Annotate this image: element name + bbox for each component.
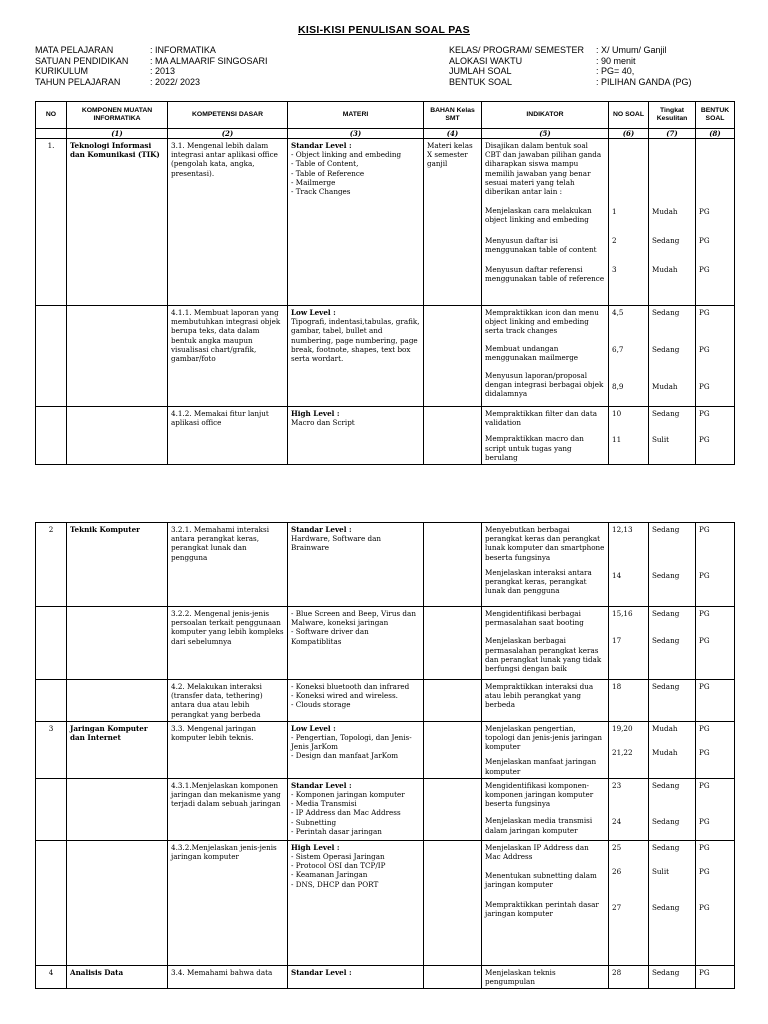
bentuk-value: PG [699,780,710,790]
cell-tingkat [649,523,696,607]
tingkat-value: Sedang [652,842,680,852]
cell-bahan [424,840,482,965]
no-soal-value: 15,16 [612,609,633,618]
cell-komponen: Analisis Data [67,965,168,988]
meta-row [35,45,268,56]
meta-value: : PILIHAN GANDA (PG) [596,76,692,87]
header-bahan: BAHAN Kelas SMT [424,102,482,129]
cell-no-soal [609,523,649,607]
meta-value: : PG= 40, [596,66,635,76]
bentuk-value: PG [699,867,710,877]
cell-indikator [482,607,609,680]
header-indikator: INDIKATOR [482,102,609,129]
meta-label: ALOKASI WAKTU [449,55,523,66]
materi-list [291,609,420,646]
bentuk-value: PG [699,308,710,317]
header-komponen: KOMPONEN MUATAN INFORMATIKA [67,102,168,129]
cell-materi [288,721,424,778]
materi-text: Tipografi, indentasi,tabulas, grafik, gambar, tabel, bullet and numbering, page numbering, page break, footnote, shapes, text box serta wordart. [291,317,420,364]
bentuk-value: PG [699,636,710,646]
no-soal-value: 4,5 [612,308,624,317]
table-row [36,139,735,306]
tingkat-value: Sedang [652,571,680,581]
meta-row [449,45,692,56]
materi-level: Standar Level : [291,525,352,534]
cell-kd: 3.1. Mengenal lebih dalam integrasi antar aplikasi office (pengolah kata, angka, presentasi). [168,139,288,306]
tingkat-value: Sedang [652,780,680,790]
cell-bahan [424,306,482,407]
index-cell: (8) [696,129,735,139]
header-no: NO [36,102,67,129]
tingkat-value: Sedang [652,308,680,317]
table-row [36,407,735,465]
materi-item: - Komponen jaringan komputer [291,790,420,799]
meta-row [35,66,268,77]
bentuk-value: PG [699,265,710,275]
meta-label: KURIKULUM [35,66,89,76]
tingkat-value: Mudah [652,207,678,216]
no-soal-value: 25 [612,842,622,852]
bentuk-value: PG [699,609,710,618]
cell-kd: 4.3.1.Menjelaskan komponen jaringan dan mekanisme yang terjadi dalam sebuah jaringan [168,778,288,840]
no-soal-value: 14 [612,571,622,581]
materi-item: - Object linking and embeding [301,150,420,159]
cell-materi [288,607,424,680]
bentuk-value: PG [699,382,710,392]
cell-bahan [424,407,482,465]
materi-item: - Keamanan Jaringan [301,870,420,879]
meta-value: : 2013 [150,66,176,76]
cell-komponen: Teknik Komputer [67,523,168,607]
cell-tingkat [649,840,696,965]
cell-kd: 3.3. Mengenal jaringan komputer lebih teknis. [168,721,288,778]
header-no-soal: NO SOAL [609,102,649,129]
materi-level: High Level : [291,842,340,852]
bentuk-value: PG [699,236,710,246]
cell-no-soal [609,607,649,680]
cell-indikator [482,840,609,965]
indikator-item: Menentukan subnetting dalam jaringan komputer [485,871,597,890]
materi-item: - Clouds storage [291,700,420,709]
index-cell: (6) [609,129,649,139]
cell-komponen [67,306,168,407]
meta-value: : INFORMATIKA [150,45,216,55]
bentuk-value: PG [699,207,710,216]
meta-label: SATUAN PENDIDIKAN [35,55,129,66]
cell-komponen: Teknologi Informasi dan Komunikasi (TIK) [67,139,168,306]
index-cell: (1) [67,129,168,139]
cell-komponen [67,407,168,465]
cell-no [36,778,67,840]
cell-kd: 3.2.1. Memahami interaksi antara perangkat keras, perangkat lunak dan pengguna [168,523,288,607]
indikator-item: Menjelaskan interaksi antara perangkat keras, perangkat lunak dan pengguna [485,567,592,596]
cell-no-soal [609,721,649,778]
indikator-item: Menjelaskan IP Address dan Mac Address [485,842,589,862]
cell-materi [288,523,424,607]
kisi-table-part-2 [35,522,735,989]
materi-item: - IP Address dan Mac Address [291,808,420,817]
cell-no [36,607,67,680]
cell-no [36,840,67,965]
cell-komponen: Jaringan Komputer dan Internet [67,721,168,778]
indikator-intro: Disajikan dalam bentuk soal CBT dan jawaban pilihan ganda diharapkan siswa mampu memilih jawaban yang benar sesuai materi yang telah diberikan antar lain : [485,141,602,197]
cell-indikator [482,778,609,840]
table-row [36,965,735,988]
meta-label: BENTUK SOAL [449,76,513,87]
tingkat-value: Sedang [652,903,680,913]
materi-item: - Media Transmisi [291,799,420,808]
cell-kd: 4.1.1. Membuat laporan yang membutuhkan integrasi objek berupa teks, data dalam bentuk angka maupun visualisasi chart/grafik, gambar/foto [168,306,288,407]
cell-bentuk [696,721,735,778]
cell-tingkat [649,778,696,840]
cell-indikator [482,306,609,407]
tingkat-value: Sedang [652,409,680,418]
materi-list [291,790,420,836]
indikator-item: Mempraktikkan macro dan script untuk tugas yang berulang [485,434,584,462]
cell-bahan [424,607,482,680]
no-soal-value: 26 [612,867,622,877]
index-cell: (7) [649,129,696,139]
cell-indikator [482,721,609,778]
meta-label: MATA PELAJARAN [35,45,114,55]
tingkat-value: Mudah [652,382,678,392]
cell-bahan [424,721,482,778]
table-row [36,721,735,778]
cell-no-soal [609,965,649,988]
cell-kd: 3.4. Memahami bahwa data [168,965,288,988]
cell-materi [288,306,424,407]
materi-item: - Table of Reference [301,169,420,178]
materi-level: Standar Level : [291,141,352,150]
materi-item: - Blue Screen and Beep, Virus dan Malware, koneksi jaringan [291,609,420,627]
tingkat-value: Sedang [652,345,680,355]
cell-materi [288,778,424,840]
bentuk-value: PG [699,723,710,733]
materi-list [291,150,420,196]
indikator-item: Mengidentifikasi komponen-komponen jaringan komputer beserta fungsinya [485,780,594,809]
table-row [36,778,735,840]
index-cell: (3) [288,129,424,139]
cell-no: 2 [36,523,67,607]
no-soal-value: 23 [612,780,622,790]
bentuk-value: PG [699,748,710,758]
materi-item: - Koneksi wired and wireless. [291,691,420,700]
bentuk-value: PG [699,842,710,852]
cell-bahan: Materi kelas X semester ganjil [424,139,482,306]
materi-level: High Level : [291,409,340,418]
materi-item: - Track Changes [301,187,420,196]
bentuk-value: PG [699,435,710,445]
cell-no: 4 [36,965,67,988]
indikator-item: Mempraktikkan filter dan data validation [485,409,598,428]
no-soal-value: 27 [612,903,622,913]
cell-bahan [424,965,482,988]
materi-item: - Software driver dan Kompatiblitas [291,627,420,645]
bentuk-value: PG [699,903,710,913]
cell-bahan [424,523,482,607]
cell-tingkat [649,306,696,407]
bentuk-value: PG [699,345,710,355]
bentuk-value: PG [699,525,710,534]
tingkat-value: Sulit [652,867,670,877]
meta-value: : MA ALMAARIF SINGOSARI [150,55,268,66]
cell-materi [288,840,424,965]
materi-text: Hardware, Software dan Brainware [291,534,382,553]
cell-no [36,306,67,407]
meta-value: : 90 menit [596,55,636,66]
tingkat-value: Sedang [652,817,680,827]
indikator-item: Menjelaskan teknis pengumpulan [485,967,556,987]
meta-row [35,77,268,88]
cell-no-soal [609,840,649,965]
cell-materi [288,407,424,465]
cell-tingkat [649,607,696,680]
materi-list [291,733,420,761]
materi-level: Low Level : [291,308,336,317]
cell-komponen [67,607,168,680]
meta-value: : X/ Umum/ Ganjil [596,45,667,55]
materi-list [291,682,420,710]
cell-no-soal [609,139,649,306]
no-soal-value: 2 [612,236,617,246]
cell-bentuk [696,607,735,680]
table-row [36,306,735,407]
cell-materi [288,139,424,306]
cell-tingkat [649,965,696,988]
tingkat-value: Mudah [652,265,678,275]
header-index-row [36,129,735,139]
cell-bentuk [696,965,735,988]
bentuk-value: PG [699,682,710,691]
no-soal-value: 1 [612,207,617,216]
indikator-item: Mempraktikkan perintah dasar jaringan komputer [485,899,599,918]
cell-indikator [482,680,609,722]
cell-komponen [67,778,168,840]
no-soal-value: 18 [612,682,622,691]
cell-kd: 4.3.2.Menjelaskan jenis-jenis jaringan komputer [168,840,288,965]
tingkat-value: Sedang [652,236,680,246]
tingkat-value: Sulit [652,435,670,445]
cell-bentuk [696,680,735,722]
cell-tingkat [649,139,696,306]
no-soal-value: 6,7 [612,345,624,355]
indikator-item: Menyusun daftar referensi menggunakan table of reference [485,265,605,284]
index-cell: (2) [168,129,288,139]
cell-no [36,680,67,722]
meta-row [449,66,692,77]
no-soal-value: 8,9 [612,382,624,392]
bentuk-value: PG [699,571,710,581]
meta-row [449,77,692,88]
no-soal-value: 3 [612,265,617,275]
cell-tingkat [649,680,696,722]
header-tingkat: Tingkat Kesulitan [649,102,696,129]
meta-label: KELAS/ PROGRAM/ SEMESTER [449,45,585,55]
cell-bentuk [696,139,735,306]
materi-item: - Koneksi bluetooth dan infrared [291,682,420,691]
cell-indikator [482,523,609,607]
meta-value: : 2022/ 2023 [150,76,201,87]
tingkat-value: Sedang [652,682,680,691]
indikator-item: Menjelaskan media transmisi dalam jaringan komputer [485,816,593,835]
cell-indikator [482,965,609,988]
materi-item: - Sistem Operasi Jaringan [301,852,420,861]
header-row [36,102,735,129]
cell-tingkat [649,721,696,778]
materi-level: Standar Level : [291,780,352,790]
cell-indikator [482,139,609,306]
materi-text: Macro dan Script [291,418,355,428]
bentuk-value: PG [699,967,710,977]
document-title: KISI-KISI PENULISAN SOAL PAS [298,24,470,36]
materi-list [291,852,420,889]
cell-no: 3 [36,721,67,778]
bentuk-value: PG [699,409,710,418]
cell-bahan [424,778,482,840]
indikator-item: Mengidentifikasi berbagai permasalahan saat booting [485,609,584,628]
no-soal-value: 10 [612,409,622,418]
header-kompetensi: KOMPETENSI DASAR [168,102,288,129]
indikator-item: Menjelaskan manfaat jaringan komputer [485,757,597,776]
cell-kd: 3.2.2. Mengenal jenis-jenis persoalan terkait penggunaan komputer yang lebih kompleks dari sebelumnya [168,607,288,680]
materi-item: - Mailmerge [301,178,420,187]
meta-label: JUMLAH SOAL [449,66,512,76]
no-soal-value: 12,13 [612,525,633,534]
meta-left [35,45,268,87]
no-soal-value: 11 [612,435,622,445]
cell-materi [288,680,424,722]
header-bentuk: BENTUK SOAL [696,102,735,129]
tingkat-value: Sedang [652,636,680,646]
materi-item: - Subnetting [291,818,420,827]
no-soal-value: 28 [612,967,622,977]
indikator-item: Menjelaskan cara melakukan object linking and embeding [485,206,592,225]
cell-tingkat [649,407,696,465]
materi-level: Standar Level : [291,967,352,977]
cell-bahan [424,680,482,722]
indikator-item: Menyusun daftar isi menggunakan table of content [485,235,597,254]
header-materi: MATERI [288,102,424,129]
indikator-item: Menjelaskan berbagai permasalahan perangkat keras dan perangkat lunak yang tidak berfungsi dengan baik [485,636,602,674]
cell-kd: 4.2. Melakukan interaksi (transfer data, tethering) antara dua atau lebih perangkat yang berbeda [168,680,288,722]
cell-bentuk [696,407,735,465]
materi-level: Low Level : [291,723,336,733]
cell-no-soal [609,680,649,722]
cell-bentuk [696,523,735,607]
meta-row [449,56,692,67]
materi-item: - Table of Content, [301,159,420,168]
indikator-item: Mempraktikkan icon dan menu object linking and embeding serta track changes [485,308,599,336]
materi-item: - Pengertian, Topologi, dan Jenis-Jenis JarKom [291,733,420,751]
materi-item: - Perintah dasar jaringan [291,827,420,836]
materi-item: - Design dan manfaat JarKom [291,751,420,760]
cell-bentuk [696,778,735,840]
no-soal-value: 19,20 [612,723,633,733]
cell-komponen [67,840,168,965]
kisi-table-part-1 [35,101,735,465]
indikator-item: Mempraktikkan interaksi dua atau lebih perangkat yang berbeda [485,682,594,710]
meta-label: TAHUN PELAJARAN [35,76,121,87]
cell-no-soal [609,407,649,465]
indikator-item: Menjelaskan pengertian, topologi dan jenis-jenis jaringan komputer [485,723,603,752]
tingkat-value: Mudah [652,748,678,758]
cell-no: 1. [36,139,67,306]
tingkat-value: Sedang [652,967,680,977]
tingkat-value: Sedang [652,609,680,618]
table-row [36,523,735,607]
cell-no-soal [609,306,649,407]
meta-right [449,45,692,87]
meta-row [35,56,268,67]
materi-item: - Protocol OSI dan TCP/IP [301,861,420,870]
cell-indikator [482,407,609,465]
tingkat-value: Sedang [652,525,680,534]
no-soal-value: 21,22 [612,748,633,758]
materi-item: - DNS, DHCP dan PORT [301,880,420,889]
bentuk-value: PG [699,817,710,827]
cell-komponen [67,680,168,722]
indikator-item: Menyebutkan berbagai perangkat keras dan perangkat lunak komputer dan smartphone beserta fungsinya [485,525,605,562]
no-soal-value: 17 [612,636,622,646]
cell-materi [288,965,424,988]
cell-kd: 4.1.2. Memakai fitur lanjut aplikasi office [168,407,288,465]
table-row [36,680,735,722]
cell-bentuk [696,306,735,407]
indikator-item: Menyusun laporan/proposal dengan integrasi berbagai objek didalamnya [485,371,604,399]
table-row [36,607,735,680]
cell-bentuk [696,840,735,965]
index-cell [36,129,67,139]
cell-no-soal [609,778,649,840]
index-cell: (4) [424,129,482,139]
tingkat-value: Mudah [652,723,678,733]
no-soal-value: 24 [612,817,622,827]
table-row [36,840,735,965]
index-cell: (5) [482,129,609,139]
indikator-item: Membuat undangan menggunakan mailmerge [485,343,579,362]
cell-no [36,407,67,465]
